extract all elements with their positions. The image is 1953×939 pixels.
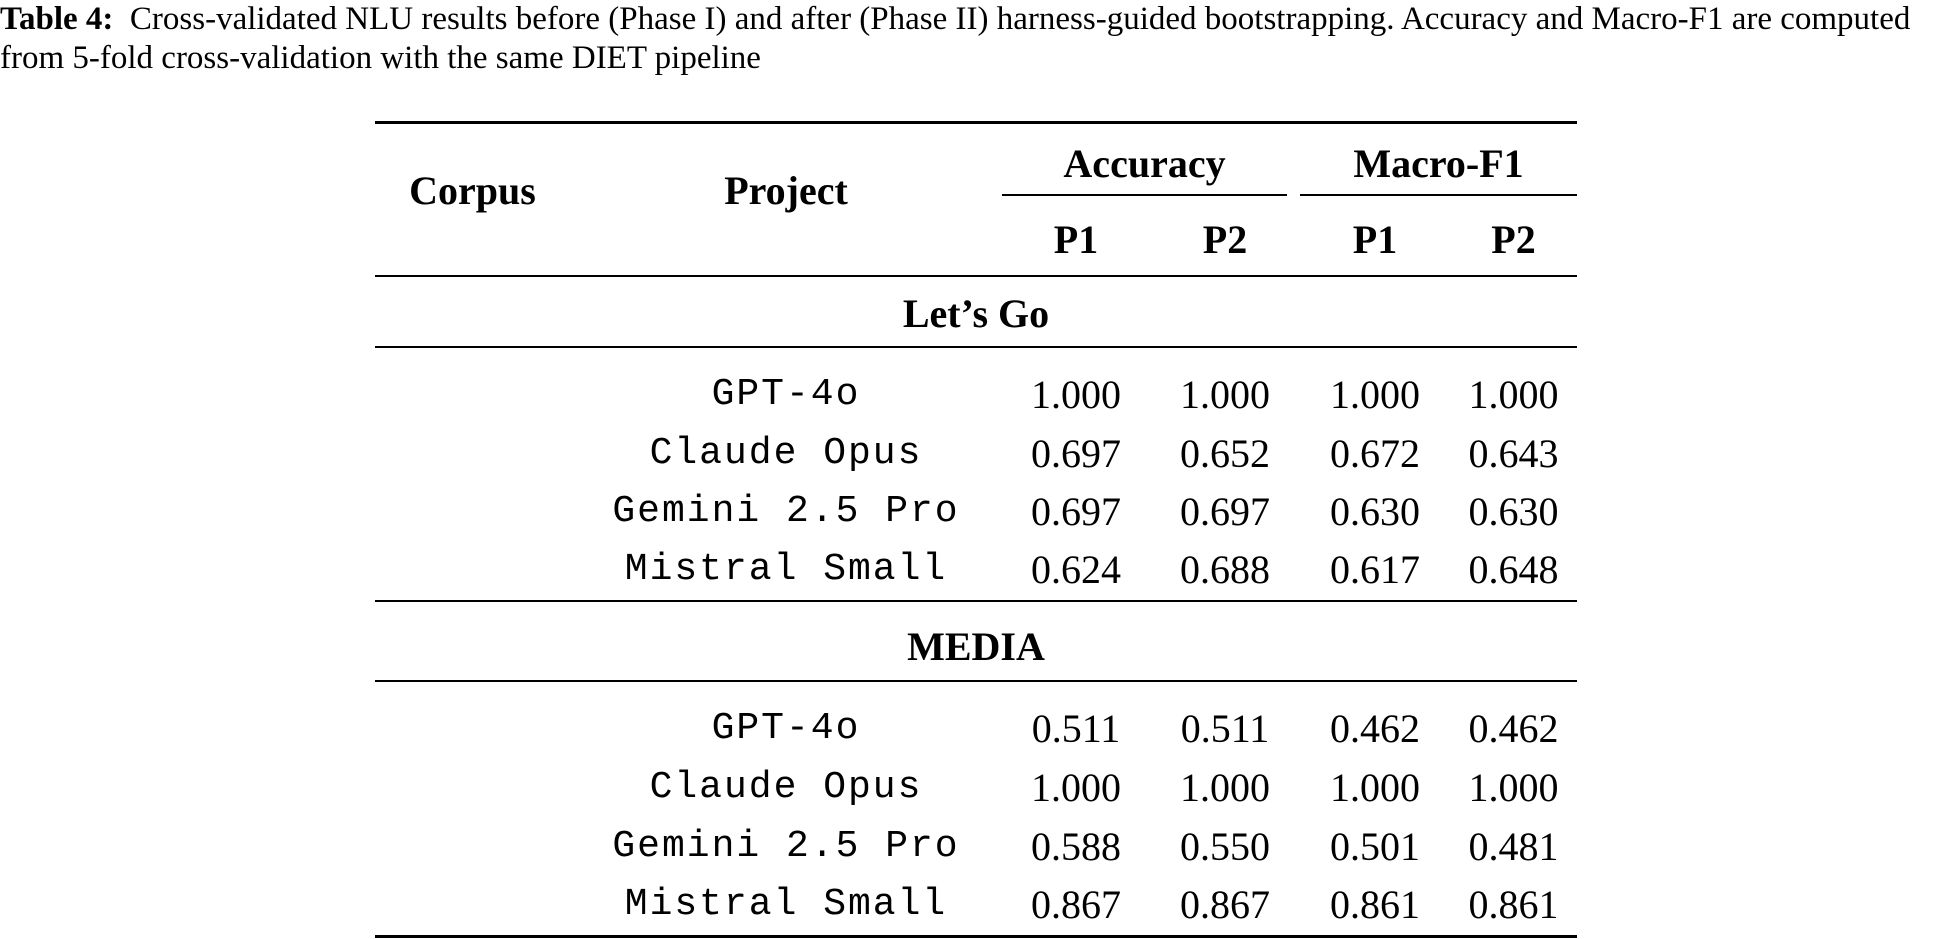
- header-corpus: Corpus: [409, 168, 536, 213]
- accuracy-p1-value: 0.697: [1031, 431, 1121, 476]
- macro-f1-p1-value: 0.861: [1330, 882, 1420, 927]
- macro-f1-p1-value: 0.630: [1330, 489, 1420, 534]
- macro-f1-p2-value: 0.481: [1468, 824, 1559, 869]
- accuracy-p2-value: 0.697: [1180, 489, 1270, 534]
- caption-text: Cross-validated NLU results before (Phase I) and after (Phase II) harness-guided bootstrapping. Accuracy and Macro-F1 are computed from 5-fold cross-validation with the same DIET pipeline: [0, 1, 1911, 76]
- group-title: Let’s Go: [902, 291, 1050, 336]
- macro-f1-p2-value: 1.000: [1468, 765, 1559, 810]
- macro-f1-p2-value: 0.630: [1468, 489, 1559, 534]
- macro-f1-p1-value: 1.000: [1330, 765, 1420, 810]
- accuracy-p2-value: 1.000: [1180, 765, 1270, 810]
- macro-f1-p2-value: 0.462: [1468, 706, 1559, 751]
- project-name: Mistral Small: [624, 548, 948, 591]
- accuracy-p2-value: 0.511: [1180, 706, 1270, 751]
- project-name: GPT-4o: [711, 707, 861, 750]
- macro-f1-p1-value: 0.672: [1330, 431, 1420, 476]
- header-project: Project: [724, 168, 848, 213]
- header-rule: [375, 275, 1577, 277]
- header-macro-f1-p2: P2: [1491, 217, 1536, 262]
- project-name: Claude Opus: [649, 432, 923, 475]
- project-name: GPT-4o: [711, 373, 861, 416]
- macro-f1-p2-value: 0.648: [1468, 547, 1559, 592]
- macro-f1-p1-value: 0.462: [1330, 706, 1420, 751]
- project-name: Gemini 2.5 Pro: [612, 825, 960, 868]
- top-rule: [375, 121, 1577, 124]
- accuracy-p1-value: 0.867: [1031, 882, 1121, 927]
- header-accuracy: Accuracy: [1063, 141, 1226, 186]
- macro-f1-p2-value: 0.861: [1468, 882, 1559, 927]
- accuracy-p1-value: 0.511: [1031, 706, 1121, 751]
- accuracy-p2-value: 0.550: [1180, 824, 1270, 869]
- project-name: Gemini 2.5 Pro: [612, 490, 960, 533]
- header-accuracy-p1: P1: [1053, 217, 1099, 262]
- accuracy-p1-value: 0.697: [1031, 489, 1121, 534]
- accuracy-p1-value: 0.588: [1031, 824, 1121, 869]
- macro-f1-cmidrule: [1300, 194, 1577, 196]
- macro-f1-p1-value: 1.000: [1330, 372, 1420, 417]
- macro-f1-p1-value: 0.617: [1330, 547, 1420, 592]
- accuracy-p1-value: 0.624: [1031, 547, 1121, 592]
- macro-f1-p1-value: 0.501: [1330, 824, 1420, 869]
- table-caption: [0, 0, 1953, 78]
- caption-label: Table 4:: [0, 1, 114, 37]
- group-title: MEDIA: [907, 624, 1045, 669]
- accuracy-p2-value: 0.652: [1180, 431, 1270, 476]
- group-1-bottom-rule: [375, 600, 1577, 602]
- header-accuracy-p2: P2: [1202, 217, 1248, 262]
- macro-f1-p2-value: 0.643: [1468, 431, 1559, 476]
- macro-f1-p2-value: 1.000: [1468, 372, 1559, 417]
- group-2-title-rule: [375, 680, 1577, 682]
- accuracy-cmidrule: [1002, 194, 1287, 196]
- accuracy-p1-value: 1.000: [1031, 372, 1121, 417]
- bottom-rule: [375, 935, 1577, 938]
- header-macro-f1-p1: P1: [1352, 217, 1398, 262]
- accuracy-p2-value: 0.688: [1180, 547, 1270, 592]
- accuracy-p2-value: 1.000: [1180, 372, 1270, 417]
- header-macro-f1: Macro-F1: [1353, 141, 1524, 186]
- accuracy-p2-value: 0.867: [1180, 882, 1270, 927]
- accuracy-p1-value: 1.000: [1031, 765, 1121, 810]
- project-name: Mistral Small: [624, 883, 948, 926]
- group-1-title-rule: [375, 346, 1577, 348]
- project-name: Claude Opus: [649, 766, 923, 809]
